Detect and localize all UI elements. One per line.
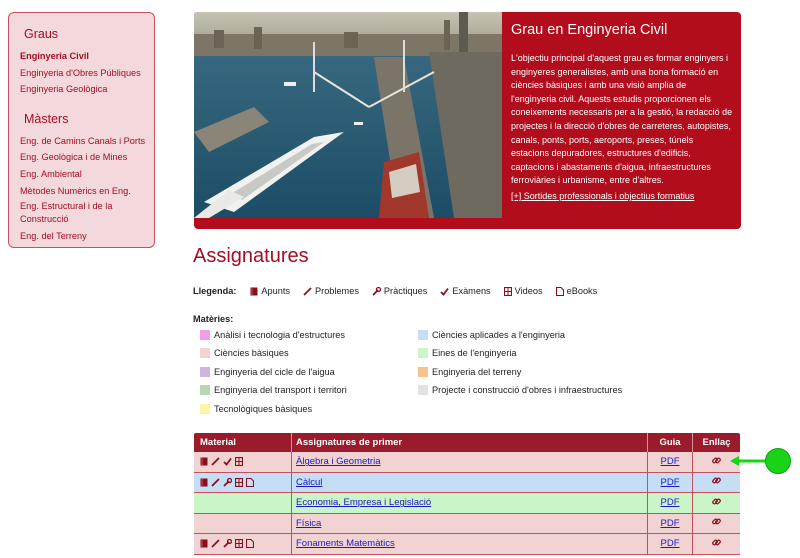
table-header [194,433,740,452]
guide-pdf-link[interactable]: PDF [660,456,680,468]
legend-label-ebooks: eBooks [566,286,598,296]
career-outcomes-link[interactable]: [+] Sortides professionals i objectius formatius [511,190,695,201]
link-icon[interactable] [712,456,721,468]
guide-pdf-link[interactable]: PDF [660,476,680,488]
film-icon[interactable] [235,457,243,466]
sidebar-item-terreny[interactable]: Eng. del Terreny [20,231,87,242]
legend-label-problemes: Problemes [315,286,359,296]
page-title: Assignatures [193,245,309,267]
link-icon[interactable] [712,538,721,550]
book-icon[interactable] [200,539,208,548]
header-enllac: Enllaç [692,433,740,452]
color-swatch [200,348,210,358]
material-icons [194,539,291,548]
legend-item-examens [440,286,490,296]
legend-item-ebooks [556,286,598,296]
materies-legend [193,314,663,428]
sidebar-item-obres-publiques[interactable]: Enginyeria d'Obres Públiques [20,67,141,78]
subjects-table [194,433,740,555]
materia-label: Enginyeria del transport i territori [214,385,347,395]
banner-title: Grau en Enginyeria Civil [511,22,668,38]
color-swatch [418,385,428,395]
subject-link[interactable]: Fonaments Matemàtics [296,538,395,550]
table-row [194,452,740,473]
color-swatch [418,330,428,340]
check-icon [440,287,449,296]
table-row [194,473,740,494]
pencil-icon[interactable] [211,478,220,487]
pencil-icon[interactable] [211,539,220,548]
pencil-icon[interactable] [211,457,220,466]
document-icon[interactable] [246,539,254,548]
wrench-icon [372,287,381,296]
materia-label: Tecnològiques bàsiques [214,404,313,414]
table-body [194,452,740,555]
link-icon[interactable] [712,517,721,529]
material-icons [194,457,291,466]
link-icon[interactable] [712,497,721,509]
legend-item-practiques [372,286,427,296]
link-icon[interactable] [712,476,721,488]
materia-projecte-construccio [418,385,622,395]
sidebar-item-estructural[interactable]: Eng. Estructural i de la Construcció [20,201,113,225]
materia-tecnologiques [200,404,312,414]
table-row [194,514,740,535]
materia-eines [418,348,517,358]
header-assignatures: Assignatures de primer [291,433,647,452]
pencil-icon [303,287,312,296]
document-icon[interactable] [246,478,254,487]
color-swatch [200,330,210,340]
sidebar-item-camins[interactable]: Eng. de Camins Canals i Ports [20,135,146,146]
materia-label: Anàlisi i tecnologia d'estructures [214,330,345,340]
masters-heading: Màsters [24,111,69,126]
check-icon[interactable] [223,457,232,466]
table-row [194,493,740,514]
color-swatch [200,367,210,377]
sidebar-item-enginyeria-civil[interactable]: Enginyeria Civil [20,51,89,61]
film-icon[interactable] [235,539,243,548]
materia-label: Eines de l'enginyeria [432,348,517,358]
harbor-photo [194,12,502,218]
wrench-icon[interactable] [223,478,232,487]
wrench-icon[interactable] [223,539,232,548]
subject-link[interactable]: Càlcul [296,476,323,488]
graus-heading: Graus [24,27,59,41]
banner-text [511,22,733,201]
materies-label: Matèries: [193,314,234,324]
materia-cicle-aigua [200,367,335,377]
subject-link[interactable]: Física [296,517,322,529]
legend [193,286,610,296]
sidebar-item-enginyeria-geologica[interactable]: Enginyeria Geològica [20,84,108,95]
sidebar-item-metodes-numerics[interactable]: Mètodes Numèrics en Eng. [20,185,131,196]
sidebar-item-geologica-mines[interactable]: Eng. Geològica i de Mines [20,152,128,163]
color-swatch [200,385,210,395]
materia-transport [200,385,347,395]
legend-label-practiques: Pràctiques [383,286,428,296]
guide-pdf-link[interactable]: PDF [660,517,680,529]
legend-item-problemes [303,286,359,296]
legend-item-videos [504,286,543,296]
degree-banner [194,12,741,229]
subject-link[interactable]: Economia, Empresa i Legislació [296,497,432,509]
materia-label: Projecte i construcció d'obres i infraestructures [432,385,623,395]
document-icon [556,287,564,296]
sidebar-item-ambiental[interactable]: Eng. Ambiental [20,168,82,179]
materies-grid [193,328,663,428]
materia-label: Enginyeria del terreny [432,367,522,377]
book-icon[interactable] [200,457,208,466]
sidebar-nav [8,12,155,248]
legend-label: Llegenda: [193,286,237,296]
banner-description: L'objectiu principal d'aquest grau es formar enginyers i enginyeres generalistes, amb una bona formació en ciències bàsiques i amb una visió amplia de l'enginyeria civil. Aquests estudis proporcionen els coneixements necessaris per a la gestió, la redacció de projectes i la direcció d'obres de carreteres, autopistes, canals, ponts, ports, aeroports, preses, túnels estacions depuradores, estructures d'edificis, captacions i abastaments d'aigua, infraestructures ferroviàries i urbanisme, entre d'altres. [511,53,733,186]
materia-analisi-estructures [200,330,345,340]
annotation-arrow-icon [728,446,794,478]
materia-label: Ciències bàsiques [214,348,289,358]
subject-link[interactable]: Àlgebra i Geometria [296,456,381,468]
film-icon [504,287,512,296]
materia-label: Enginyeria del cicle de l'aigua [214,367,335,377]
color-swatch [418,348,428,358]
legend-item-apunts [250,286,290,296]
color-swatch [200,404,210,414]
material-icons [194,478,291,487]
legend-label-apunts: Apunts [261,286,290,296]
materia-terreny [418,367,521,377]
color-swatch [418,367,428,377]
film-icon[interactable] [235,478,243,487]
legend-label-examens: Exàmens [452,286,491,296]
header-guia: Guia [647,433,692,452]
guide-pdf-link[interactable]: PDF [660,538,680,550]
header-material: Material [200,437,236,448]
table-row [194,534,740,555]
book-icon [250,287,258,296]
legend-label-videos: Videos [514,286,543,296]
materia-label: Ciències aplicades a l'enginyeria [432,330,566,340]
book-icon[interactable] [200,478,208,487]
guide-pdf-link[interactable]: PDF [660,497,680,509]
materia-ciencies-aplicades [418,330,565,340]
materia-ciencies-basiques [200,348,289,358]
